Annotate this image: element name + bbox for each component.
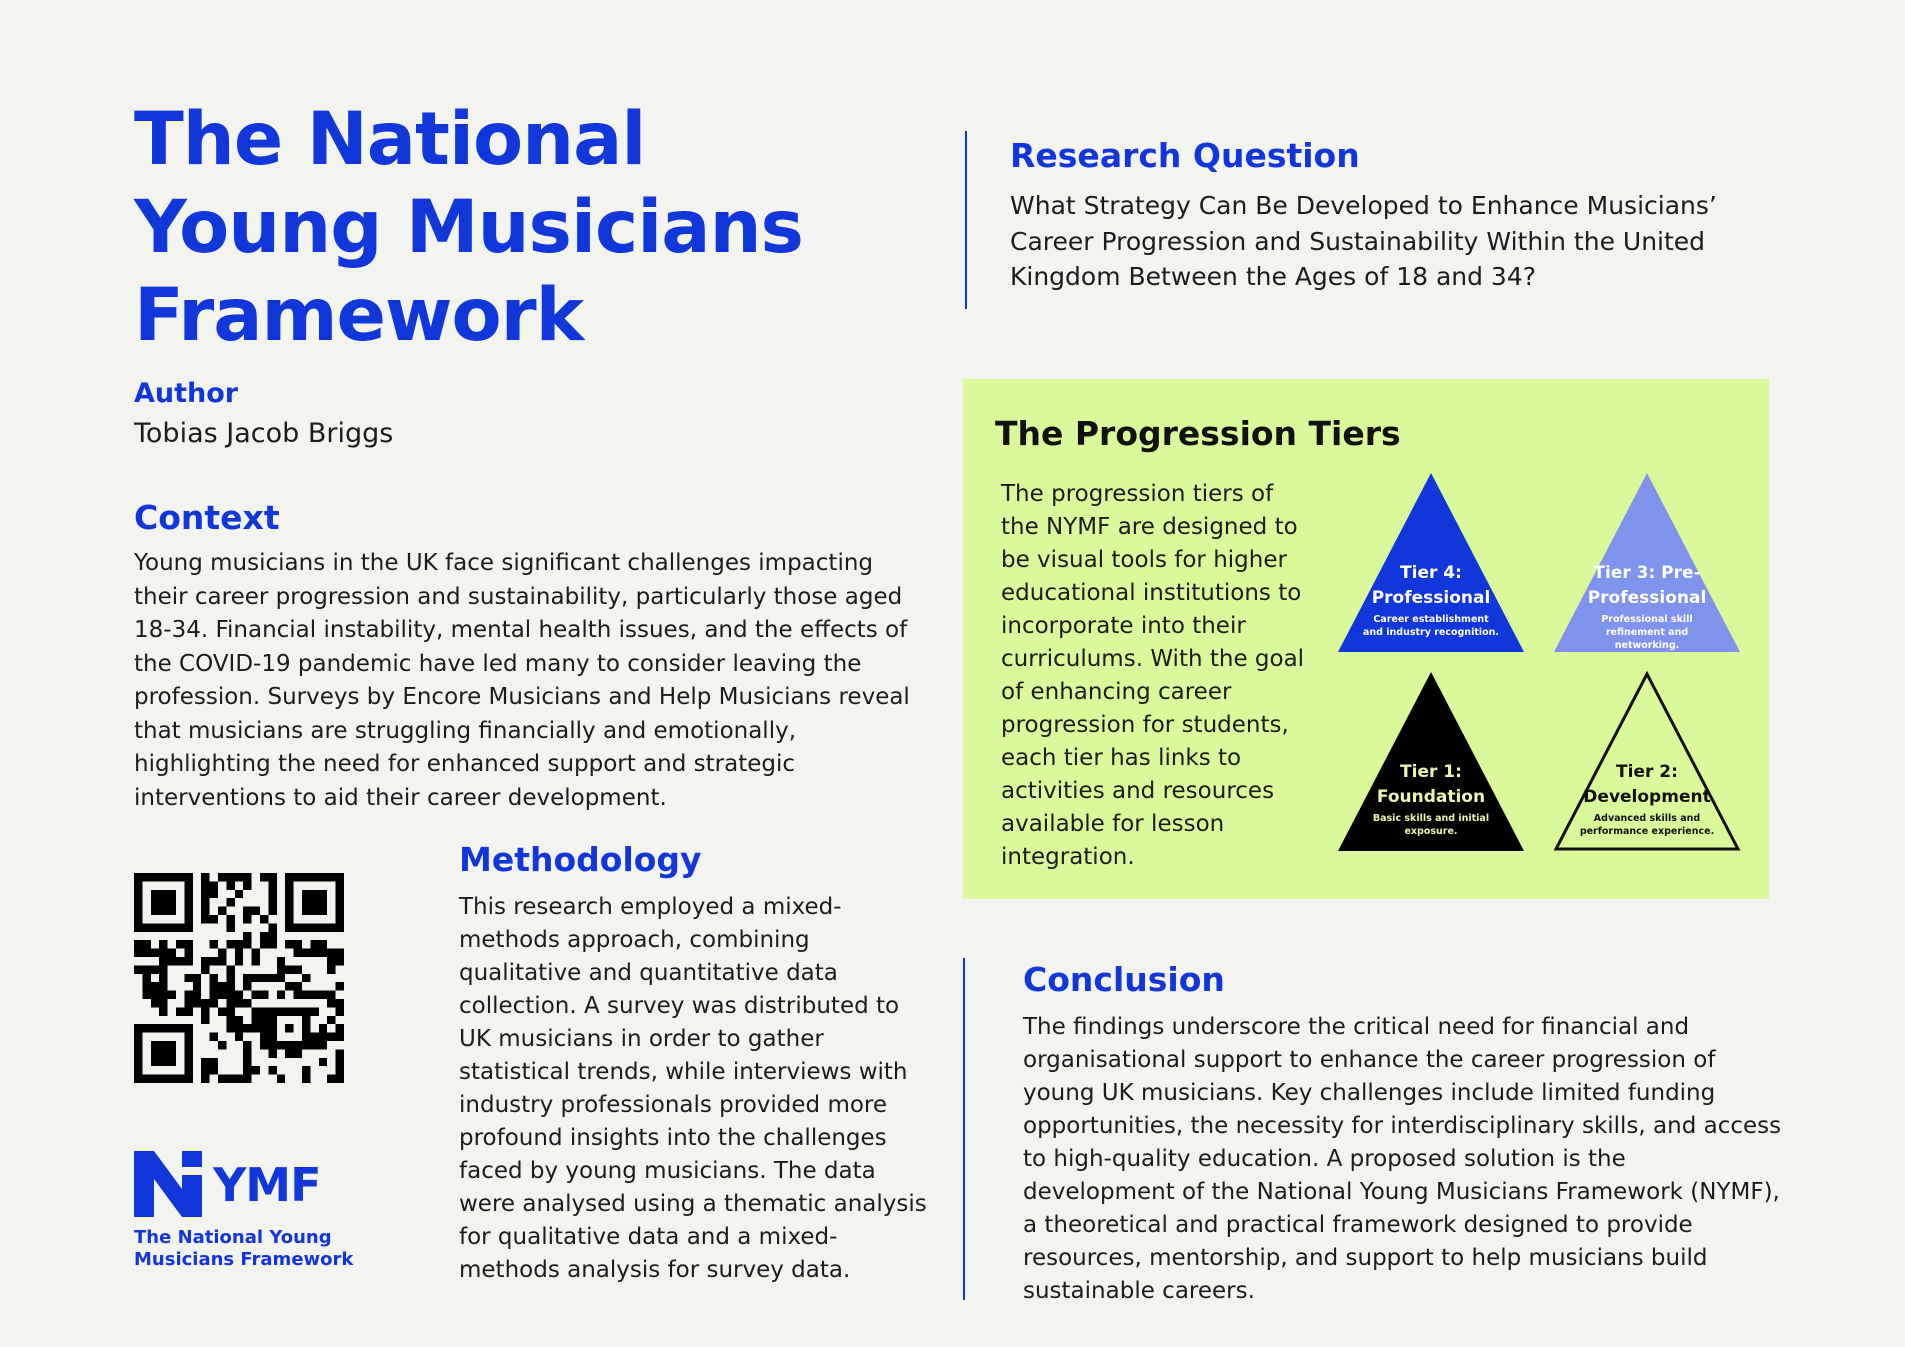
conclusion-body: The findings underscore the critical need for financial and organisational support to enhance the career progression of young UK musicians. Key challenges include limited funding opportunities, the necessity for interdisciplinary skills, and access to high-quality education. A proposed solution is the development of the National Young Musicians Framework (NYMF), a theoretical and practical framework designed to provide resources, mentorship, and support to help musicians build sustainable careers.	[1023, 1014, 1782, 1304]
research-question-divider	[965, 131, 967, 309]
tier-3-description: Professional skill refinement and networking.	[1601, 614, 1693, 651]
conclusion-heading: Conclusion	[1023, 960, 1225, 999]
tier-2-title: Tier 2: Development	[1583, 762, 1711, 807]
ymf-logo-text: YMF	[213, 1158, 321, 1212]
tier-1-title: Tier 1: Foundation	[1376, 762, 1486, 807]
author-label: Author	[134, 378, 239, 409]
methodology-body: This research employed a mixed-methods approach, combining qualitative and quantitative data collection. A survey was distributed to UK musicians in order to gather statistical trends, while interviews with industry professionals provided more profound insights into the challenges faced by young musicians. The data were analysed using a thematic analysis for qualitative data and a mixed-methods analysis for survey data.	[459, 894, 927, 1283]
methodology-heading: Methodology	[459, 840, 702, 879]
qr-code-icon[interactable]	[134, 873, 344, 1083]
research-question-heading: Research Question	[1010, 136, 1360, 175]
tier-4-description: Career establishment and industry recognition.	[1362, 614, 1500, 638]
author-name: Tobias Jacob Briggs	[134, 418, 394, 449]
tier-4-title: Tier 4: Professional	[1371, 563, 1491, 608]
context-body: Young musicians in the UK face significant challenges impacting their career progression and sustainability, particularly those aged 18-34. Financial instability, mental health issues, and the effects of the COVID-19 pandemic have led many to consider leaving the profession. Surveys by Encore Musicians and Help Musicians reveal that musicians are struggling financially and emotionally, highlighting the need for enhanced support and strategic interventions to aid their career development.	[134, 550, 910, 811]
tier-4-triangle	[1336, 471, 1526, 654]
ymf-logo-icon	[134, 1151, 202, 1217]
conclusion-divider	[963, 958, 965, 1300]
tier-2-triangle	[1552, 670, 1742, 853]
progression-tiers-panel	[963, 379, 1769, 899]
research-question-body: What Strategy Can Be Developed to Enhance Musicians’ Career Progression and Sustainability Within the United Kingdom Between the Ages of 18 and 34?	[1010, 191, 1717, 291]
progression-tiers-body: The progression tiers of the NYMF are designed to be visual tools for higher educational institutions to incorporate into their curriculums. With the goal of enhancing career progression for students, each tier has links to activities and resources available for lesson integration.	[1001, 481, 1305, 870]
tier-1-triangle	[1336, 670, 1526, 853]
tier-1-description: Basic skills and initial exposure.	[1372, 813, 1490, 837]
tier-3-triangle	[1552, 471, 1742, 654]
ymf-logo-subtitle: The National Young Musicians Framework	[134, 1227, 354, 1270]
poster-title: The National Young Musicians Framework	[134, 97, 803, 358]
tier-3-title: Tier 3: Pre- Professional	[1587, 563, 1707, 608]
tier-2-description: Advanced skills and performance experience.	[1579, 813, 1715, 837]
context-heading: Context	[134, 498, 280, 537]
progression-tiers-heading: The Progression Tiers	[995, 414, 1401, 453]
